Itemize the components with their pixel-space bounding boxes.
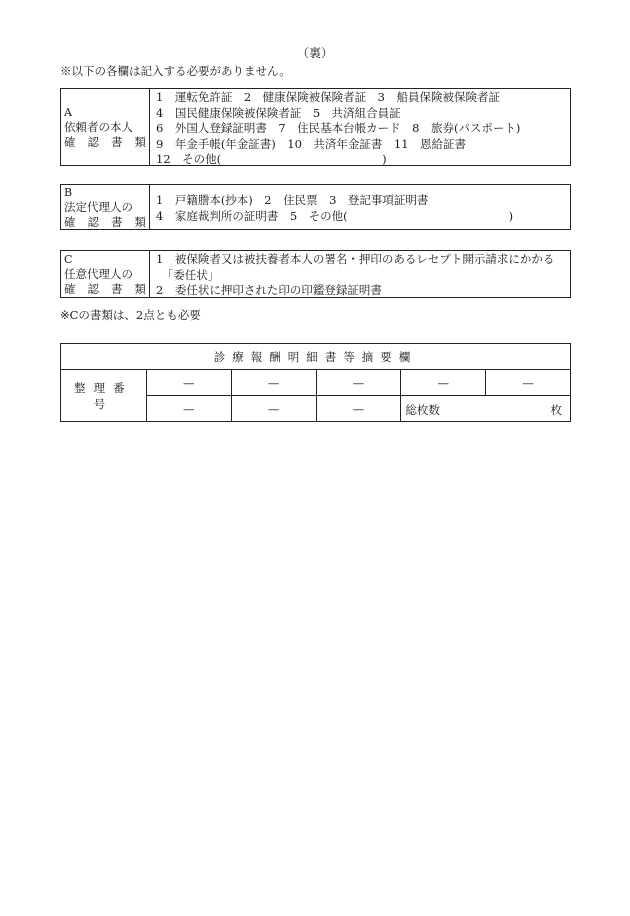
section-a-subtitle-char: 書	[111, 134, 123, 149]
note-c-requirement: ※Cの書類は、2点とも必要	[60, 308, 201, 322]
section-a-subtitle-char: 確	[64, 134, 76, 149]
section-a-code: A	[64, 105, 72, 119]
section-c-subtitle-char: 書	[111, 281, 123, 296]
section-a-subtitle	[64, 135, 146, 150]
section-c-box	[60, 250, 571, 298]
registration-number-cell: —	[231, 370, 316, 396]
total-pages-unit: 枚	[550, 403, 562, 417]
section-b-subtitle-char: 書	[111, 214, 123, 229]
section-a-subtitle-char: 類	[134, 134, 146, 149]
page-title: （裏）	[296, 46, 333, 60]
section-a-item: 6 外国人登録証明書 7 住民基本台帳カード 8 旅券(パスポート)	[156, 121, 521, 135]
section-c-code: C	[64, 252, 73, 266]
total-pages-label: 総枚数	[405, 403, 440, 417]
section-b-subtitle	[64, 215, 146, 230]
section-a-title: 依頼者の本人	[64, 119, 133, 134]
section-b-subtitle-char: 類	[134, 214, 146, 229]
section-a-item: 12 その他( )	[156, 152, 387, 166]
section-b-item: 4 家庭裁判所の証明書 5 その他( )	[156, 208, 514, 223]
section-a-label	[61, 89, 150, 165]
section-b-items	[150, 185, 570, 229]
section-a-box	[60, 88, 571, 166]
registration-number-cell: —	[316, 396, 401, 422]
registration-number-cell: —	[231, 396, 316, 422]
registration-number-cell: —	[486, 370, 571, 396]
section-b-box	[60, 184, 571, 230]
section-c-subtitle	[64, 282, 146, 297]
section-c-item: 1 被保険者又は被扶養者本人の署名・押印のあるレセプト開示請求にかかる	[156, 252, 555, 266]
section-c-items	[150, 251, 570, 297]
section-b-title: 法定代理人の	[64, 199, 133, 214]
registration-number-label: 整理番号	[61, 370, 147, 422]
section-a-subtitle-char: 認	[87, 134, 99, 149]
section-c-item: 「委任状」	[156, 267, 220, 282]
section-b-subtitle-char: 確	[64, 214, 76, 229]
registration-number-cell: —	[146, 396, 231, 422]
section-c-item: 2 委任状に押印された印の印鑑登録証明書	[156, 283, 382, 297]
registration-number-cell: —	[146, 370, 231, 396]
summary-table	[60, 343, 571, 422]
section-c-subtitle-char: 類	[134, 281, 146, 296]
section-b-subtitle-char: 認	[87, 214, 99, 229]
section-b-code: B	[64, 185, 73, 199]
section-c-subtitle-char: 確	[64, 281, 76, 296]
section-b-item: 1 戸籍謄本(抄本) 2 住民票 3 登記事項証明書	[156, 193, 429, 207]
section-c-subtitle-char: 認	[87, 281, 99, 296]
section-a-items	[150, 89, 570, 165]
registration-number-cell: —	[401, 370, 486, 396]
total-pages-cell	[401, 396, 571, 422]
section-c-title: 任意代理人の	[64, 266, 133, 281]
note-not-required: ※以下の各欄は記入する必要がありません。	[60, 64, 291, 78]
section-c-label	[61, 251, 150, 297]
section-b-label	[61, 185, 150, 229]
section-a-item: 1 運転免許証 2 健康保険被保険者証 3 船員保険被保険者証	[156, 90, 500, 104]
summary-title: 診療報酬明細書等摘要欄	[61, 344, 571, 370]
registration-number-cell: —	[316, 370, 401, 396]
section-a-item: 4 国民健康保険被保険者証 5 共済組合員証	[156, 105, 401, 120]
section-a-item: 9 年金手帳(年金証書) 10 共済年金証書 11 恩給証書	[156, 136, 467, 151]
